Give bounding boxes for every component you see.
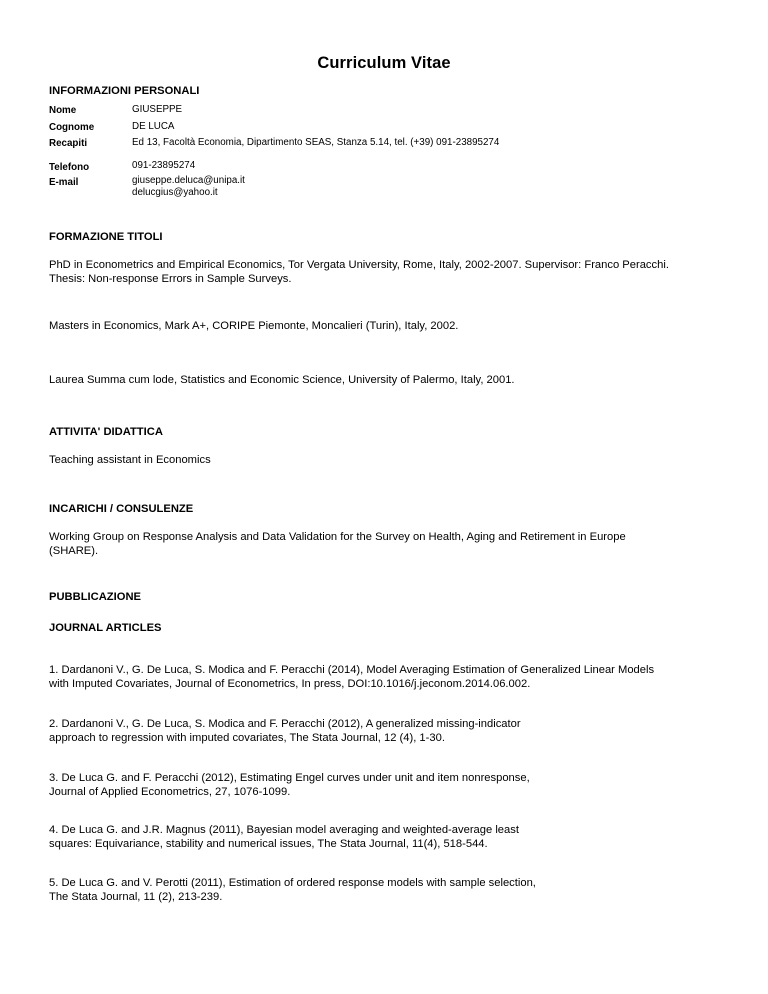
publication-item: 5. De Luca G. and V. Perotti (2011), Estimation of ordered response models with sample selection, The Stata Journal, 11 (2), 213-239.: [49, 877, 536, 903]
value-telefono: 091-23895274: [132, 160, 196, 171]
publication-item: 2. Dardanoni V., G. De Luca, S. Modica and F. Peracchi (2012), A generalized missing-indicator approach to regression with imputed covariates, The Stata Journal, 12 (4), 1-30.: [49, 718, 521, 744]
label-telefono: Telefono: [49, 162, 90, 173]
value-email: giuseppe.deluca@unipa.it delucgius@yahoo.it: [132, 175, 245, 198]
label-recapiti: Recapiti: [49, 138, 88, 149]
value-nome: GIUSEPPE: [132, 104, 183, 115]
label-email: E-mail: [49, 177, 79, 188]
section-heading-consulting: INCARICHI / CONSULENZE: [49, 503, 194, 515]
publication-item: 3. De Luca G. and F. Peracchi (2012), Estimating Engel curves under unit and item nonresponse, Journal of Applied Econometrics, 27, 1076-1099.: [49, 772, 530, 798]
value-recapiti: Ed 13, Facoltà Economia, Dipartimento SEAS, Stanza 5.14, tel. (+39) 091-23895274: [132, 137, 500, 148]
subheading-journal-articles: JOURNAL ARTICLES: [49, 622, 162, 634]
consulting-text: Working Group on Response Analysis and Data Validation for the Survey on Health, Aging and Retirement in Europe (SHARE).: [49, 531, 626, 557]
section-heading-teaching: ATTIVITA' DIDATTICA: [49, 426, 163, 438]
education-item: PhD in Econometrics and Empirical Economics, Tor Vergata University, Rome, Italy, 2002-2007. Supervisor: Franco Peracchi. Thesis: Non-response Errors in Sample Surveys.: [49, 259, 669, 285]
page-title: Curriculum Vitae: [317, 54, 451, 72]
section-heading-education: FORMAZIONE TITOLI: [49, 231, 163, 243]
publication-item: 4. De Luca G. and J.R. Magnus (2011), Bayesian model averaging and weighted-average least squares: Equivariance, stability and numerical issues, The Stata Journal, 11(4), 518-544.: [49, 824, 519, 850]
label-cognome: Cognome: [49, 122, 95, 133]
value-cognome: DE LUCA: [132, 121, 175, 132]
section-heading-personal: INFORMAZIONI PERSONALI: [49, 85, 200, 97]
teaching-text: Teaching assistant in Economics: [49, 454, 211, 466]
section-heading-publications: PUBBLICAZIONE: [49, 591, 141, 603]
label-nome: Nome: [49, 105, 77, 116]
education-item: Laurea Summa cum lode, Statistics and Economic Science, University of Palermo, Italy, 2001.: [49, 374, 515, 386]
education-item: Masters in Economics, Mark A+, CORIPE Piemonte, Moncalieri (Turin), Italy, 2002.: [49, 320, 459, 332]
publication-item: 1. Dardanoni V., G. De Luca, S. Modica and F. Peracchi (2014), Model Averaging Estimation of Generalized Linear Models with Imputed Covariates, Journal of Econometrics, In press, DOI:10.1016/j.jeconom.2014.06.002.: [49, 664, 655, 690]
